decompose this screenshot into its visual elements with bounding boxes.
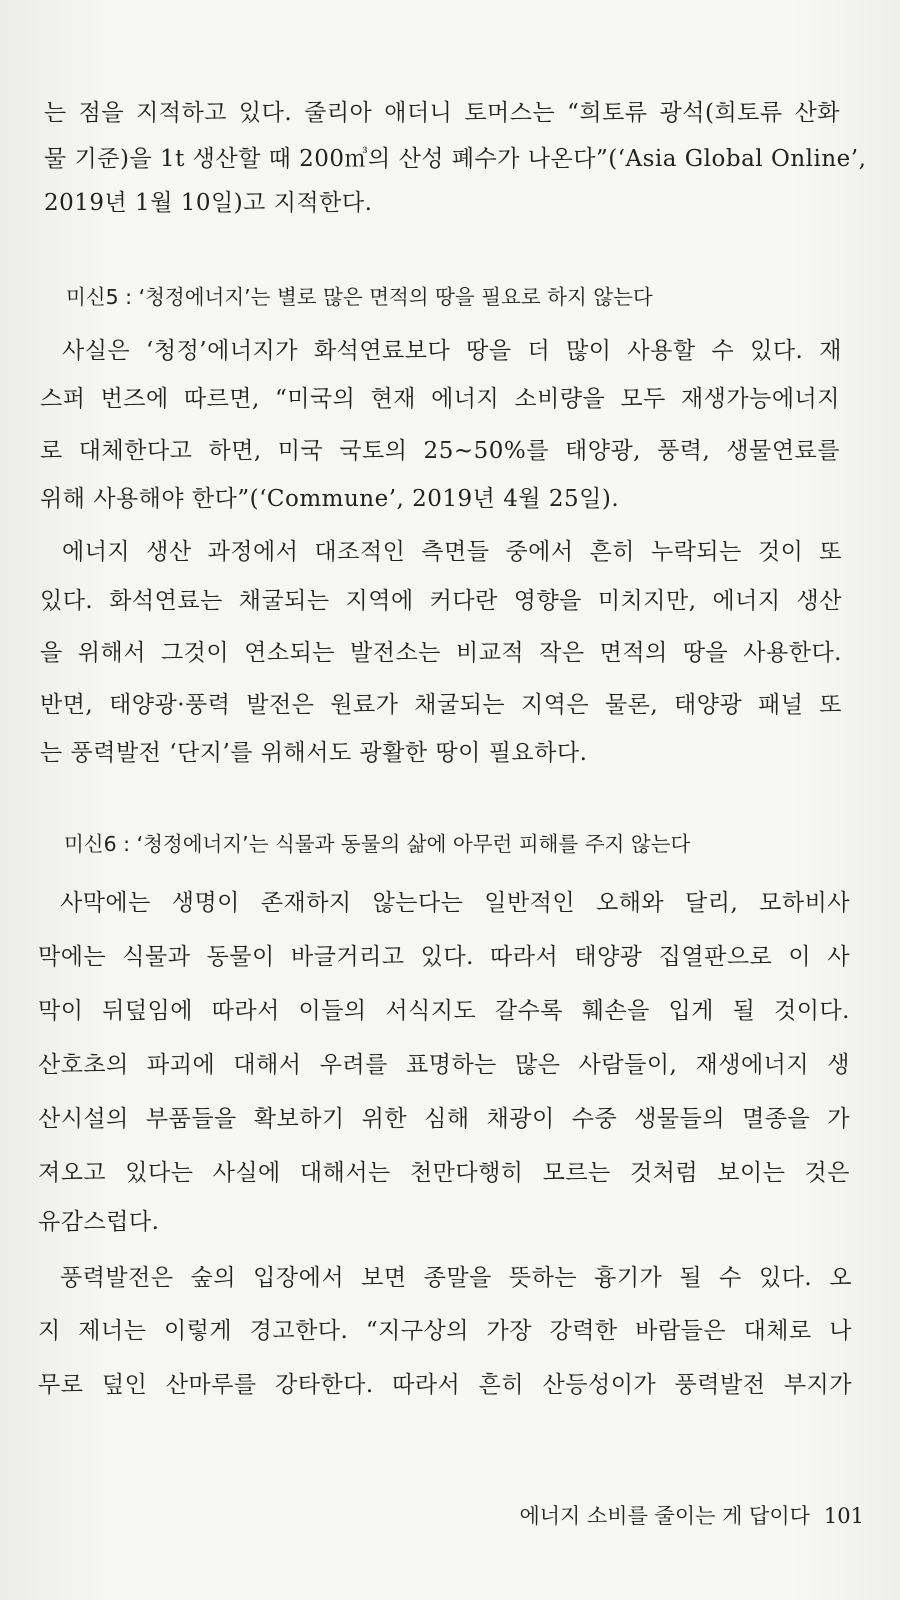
myth5-heading-title: ‘청정에너지’는 별로 많은 면적의 땅을 필요로 하지 않는다	[138, 285, 653, 309]
body-line: 무로 덮인 산마루를 강타한다. 따라서 흔히 산등성이가 풍력발전 부지가	[38, 1372, 852, 1398]
myth6-heading-label: 미신6 :	[64, 832, 137, 856]
myth5-heading-label: 미신5 :	[66, 285, 139, 309]
body-line: 막에는 식물과 동물이 바글거리고 있다. 따라서 태양광 집열판으로 이 사	[38, 944, 850, 970]
body-line: 산호초의 파괴에 대해서 우려를 표명하는 많은 사람들이, 재생에너지 생	[38, 1052, 850, 1078]
body-line: 산시설의 부품들을 확보하기 위한 심해 채광이 수중 생물들의 멸종을 가	[38, 1106, 850, 1132]
body-line: 풍력발전은 숲의 입장에서 보면 종말을 뜻하는 흉기가 될 수 있다. 오	[60, 1265, 852, 1291]
page-number: 101	[823, 1504, 864, 1528]
body-line: 2019년 1월 10일)고 지적한다.	[44, 190, 373, 216]
running-title: 에너지 소비를 줄이는 게 답이다	[519, 1504, 810, 1528]
body-line: 는 풍력발전 ‘단지’를 위해서도 광활한 땅이 필요하다.	[40, 740, 588, 766]
myth6-heading	[64, 830, 690, 858]
myth6-heading-title: ‘청정에너지’는 식물과 동물의 삶에 아무런 피해를 주지 않는다	[136, 832, 691, 856]
body-line: 유감스럽다.	[38, 1209, 160, 1235]
body-line: 지 제너는 이렇게 경고한다. “지구상의 가장 강력한 바람들은 대체로 나	[38, 1318, 852, 1344]
body-line: 사막에는 생명이 존재하지 않는다는 일반적인 오해와 달리, 모하비사	[60, 890, 850, 916]
body-line: 로 대체한다고 하면, 미국 국토의 25~50%를 태양광, 풍력, 생물연료를	[40, 438, 840, 464]
body-line: 위해 사용해야 한다”(‘Commune’, 2019년 4월 25일).	[40, 486, 620, 512]
body-line: 져오고 있다는 사실에 대해서는 천만다행히 모르는 것처럼 보이는 것은	[38, 1160, 850, 1186]
body-line: 에너지 생산 과정에서 대조적인 측면들 중에서 흔히 누락되는 것이 또	[62, 539, 842, 565]
body-line: 막이 뒤덮임에 따라서 이들의 서식지도 갈수록 훼손을 입게 될 것이다.	[38, 998, 850, 1024]
body-line: 는 점을 지적하고 있다. 줄리아 애더니 토머스는 “희토류 광석(희토류 산화	[44, 100, 840, 126]
myth5-heading	[66, 283, 653, 311]
body-line: 있다. 화석연료는 채굴되는 지역에 커다란 영향을 미치지만, 에너지 생산	[40, 588, 842, 614]
page-footer	[519, 1502, 864, 1530]
body-line: 반면, 태양광·풍력 발전은 원료가 채굴되는 지역은 물론, 태양광 패널 또	[40, 692, 842, 718]
body-line: 사실은 ‘청정’에너지가 화석연료보다 땅을 더 많이 사용할 수 있다. 재	[62, 338, 842, 364]
body-line: 을 위해서 그것이 연소되는 발전소는 비교적 작은 면적의 땅을 사용한다.	[40, 640, 842, 666]
body-line: 물 기준)을 1t 생산할 때 200㎥의 산성 폐수가 나온다”(‘Asia Global Online’,	[44, 146, 867, 172]
body-line: 스퍼 번즈에 따르면, “미국의 현재 에너지 소비량을 모두 재생가능에너지	[40, 386, 840, 412]
